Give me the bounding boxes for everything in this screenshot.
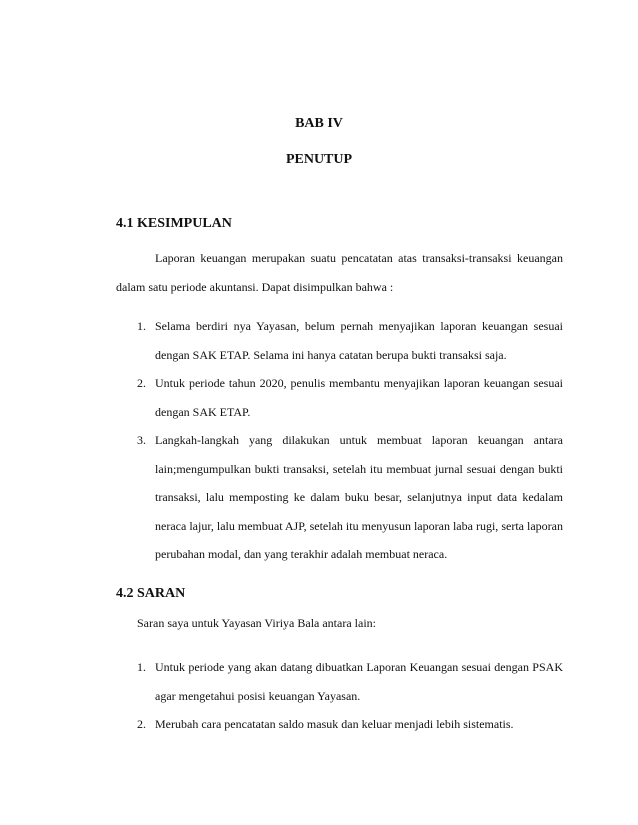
kesimpulan-list [116,312,563,569]
list-item-number: 2. [137,376,146,390]
saran-intro: Saran saya untuk Yayasan Viriya Bala antara lain: [137,616,376,630]
list-item-text: Untuk periode tahun 2020, penulis membantu menyajikan laporan keuangan sesuai dengan SAK ETAP. [155,376,563,419]
list-item-text: Untuk periode yang akan datang dibuatkan Laporan Keuangan sesuai dengan PSAK agar mengetahui posisi keuangan Yayasan. [155,660,563,703]
list-item [116,426,563,569]
chapter-title: PENUTUP [285,152,353,167]
list-item-number: 1. [137,660,146,674]
list-item [116,312,563,369]
list-item-number: 1. [137,319,146,333]
list-item [116,710,563,739]
saran-list [116,653,563,739]
list-item-text: Langkah-langkah yang dilakukan untuk membuat laporan keuangan antara lain;mengumpulkan bukti transaksi, setelah itu membuat jurnal sesuai dengan bukti transaksi, lalu memposting ke dalam buku besar, selanjutnya input data kedalam neraca lajur, lalu membuat AJP, setelah itu menyusun laporan laba rugi, serta laporan perubahan modal, dan yang terakhir adalah membuat neraca. [155,433,563,561]
section-title-kesimpulan: 4.1 KESIMPULAN [116,216,232,231]
list-item-number: 2. [137,717,146,731]
list-item-text: Merubah cara pencatatan saldo masuk dan keluar menjadi lebih sistematis. [155,717,514,731]
list-item-number: 3. [137,433,146,447]
chapter-label: BAB IV [295,116,343,131]
list-item [116,653,563,710]
kesimpulan-intro: Laporan keuangan merupakan suatu pencatatan atas transaksi-transaksi keuangan dalam satu periode akuntansi. Dapat disimpulkan bahwa : [116,251,563,294]
list-item [116,369,563,426]
section-title-saran: 4.2 SARAN [116,586,186,601]
list-item-text: Selama berdiri nya Yayasan, belum pernah menyajikan laporan keuangan sesuai dengan SAK ETAP. Selama ini hanya catatan berupa bukti transaksi saja. [155,319,563,362]
